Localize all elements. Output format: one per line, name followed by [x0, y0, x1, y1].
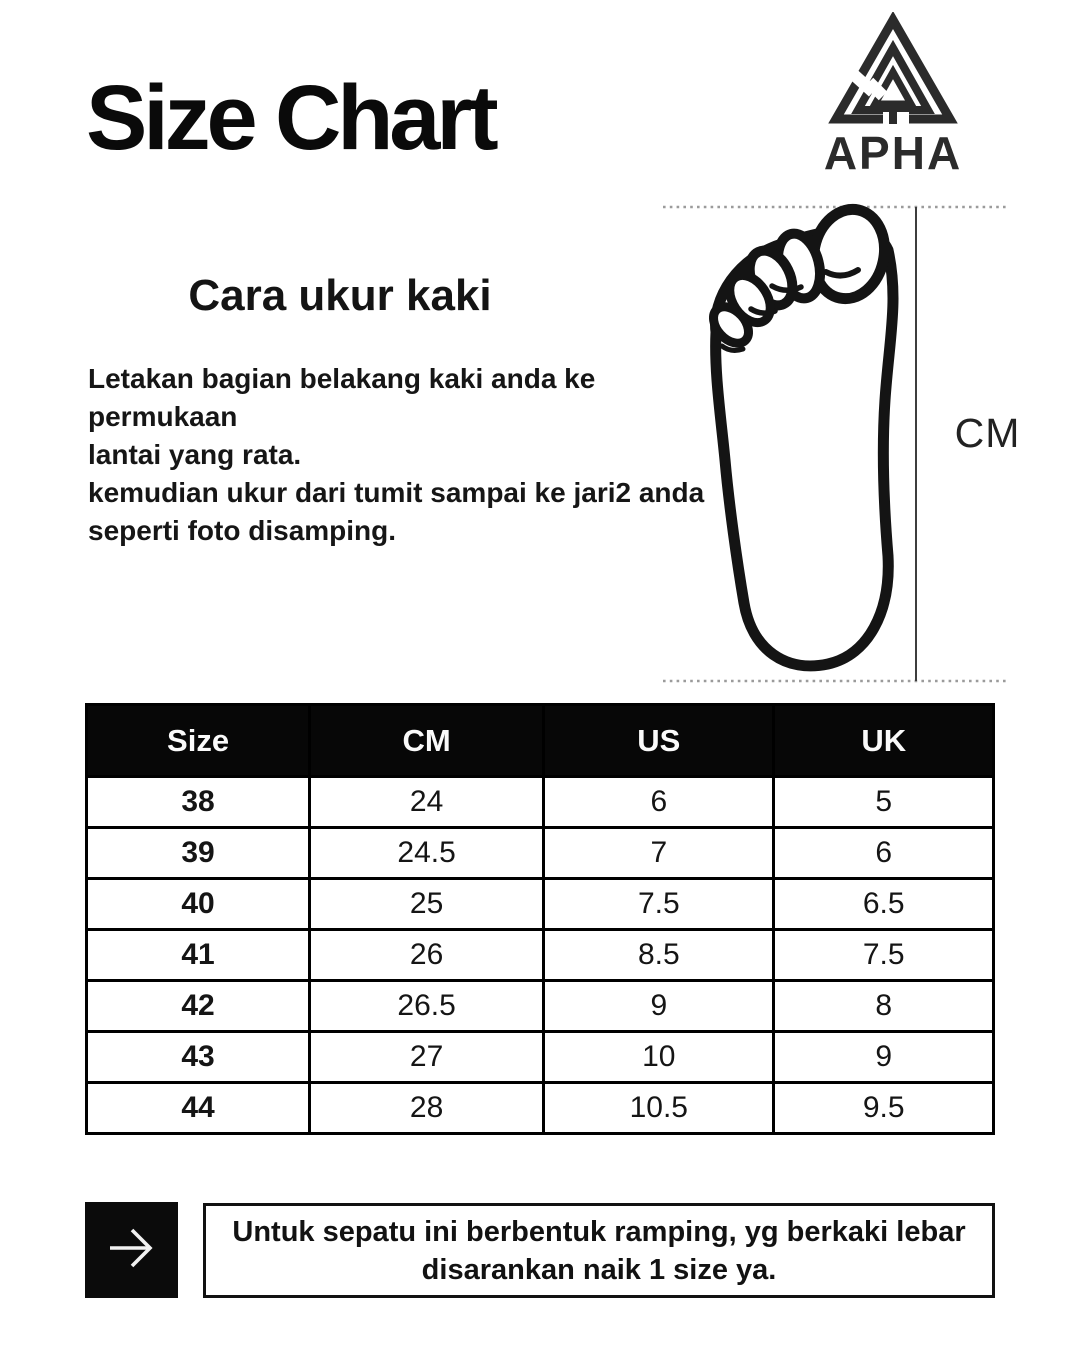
arrow-right-icon [85, 1200, 178, 1301]
note-line: Untuk sepatu ini berbentuk ramping, yg berkaki lebar [232, 1215, 966, 1248]
instructions-line: seperti foto disamping. [88, 515, 397, 546]
table-cell: 43 [87, 1032, 310, 1083]
apha-triangle-logo-icon [808, 12, 978, 126]
table-row [87, 930, 994, 981]
instructions-line: Letakan bagian belakang kaki anda ke permukaan [88, 363, 596, 432]
instructions-line: kemudian ukur dari tumit sampai ke jari2 anda [88, 477, 705, 508]
note-line: disarankan naik 1 size ya. [421, 1253, 777, 1286]
table-cell: 10 [544, 1032, 774, 1083]
instructions-text [88, 360, 708, 550]
table-cell: 7.5 [774, 930, 994, 981]
table-cell: 27 [310, 1032, 544, 1083]
table-cell: 5 [774, 777, 994, 828]
table-row [87, 1083, 994, 1134]
table-cell: 26.5 [310, 981, 544, 1032]
size-note [203, 1203, 995, 1298]
table-cell: 6 [544, 777, 774, 828]
table-cell: 7 [544, 828, 774, 879]
table-cell: 8 [774, 981, 994, 1032]
table-cell: 26 [310, 930, 544, 981]
column-header-size: Size [87, 705, 310, 777]
table-cell: 44 [87, 1083, 310, 1134]
table-cell: 9 [774, 1032, 994, 1083]
brand-name: APHA [823, 127, 963, 179]
table-cell: 42 [87, 981, 310, 1032]
table-cell: 25 [310, 879, 544, 930]
instructions-line: lantai yang rata. [88, 439, 302, 470]
table-cell: 24 [310, 777, 544, 828]
table-cell: 39 [87, 828, 310, 879]
column-header-uk: UK [774, 705, 994, 777]
table-row [87, 828, 994, 879]
table-header-row [87, 705, 994, 777]
table-cell: 8.5 [544, 930, 774, 981]
table-cell: 7.5 [544, 879, 774, 930]
table-cell: 38 [87, 777, 310, 828]
table-cell: 41 [87, 930, 310, 981]
cm-unit-label: CM [954, 410, 1021, 456]
table-cell: 24.5 [310, 828, 544, 879]
brand-logo [808, 12, 978, 179]
table-cell: 28 [310, 1083, 544, 1134]
table-cell: 9.5 [774, 1083, 994, 1134]
table-cell: 10.5 [544, 1083, 774, 1134]
table-row [87, 879, 994, 930]
size-table [85, 703, 995, 1135]
column-header-us: US [544, 705, 774, 777]
table-cell: 9 [544, 981, 774, 1032]
table-row [87, 1032, 994, 1083]
table-row [87, 777, 994, 828]
table-cell: 6.5 [774, 879, 994, 930]
page-title: Size Chart [86, 67, 495, 169]
column-header-cm: CM [310, 705, 544, 777]
table-cell: 6 [774, 828, 994, 879]
table-row [87, 981, 994, 1032]
note-arrow-box [85, 1202, 178, 1298]
instructions-heading: Cara ukur kaki [188, 271, 492, 320]
table-cell: 40 [87, 879, 310, 930]
